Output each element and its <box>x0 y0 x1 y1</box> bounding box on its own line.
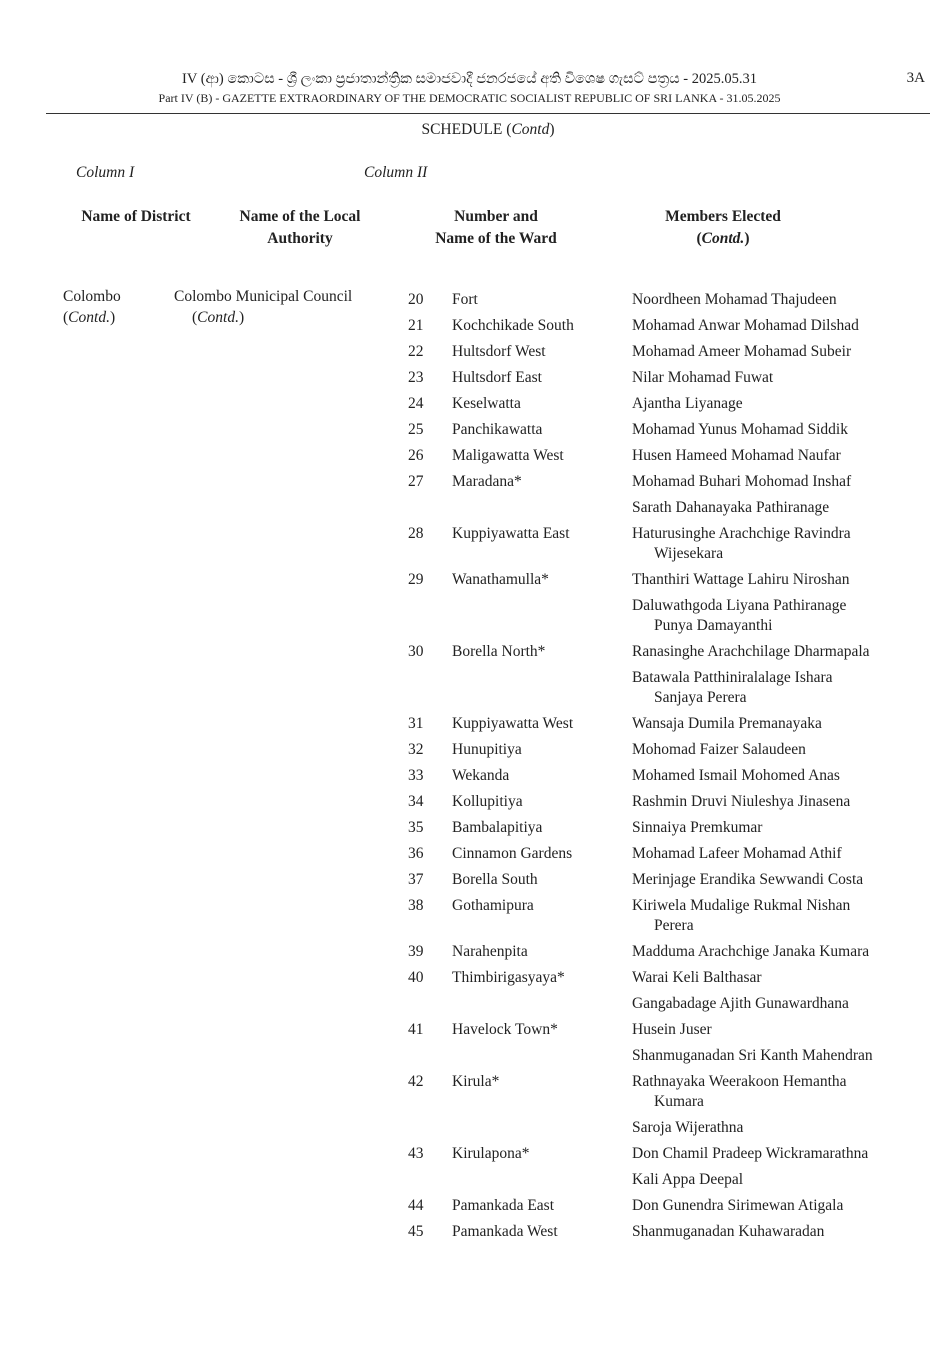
member-elected <box>632 419 932 445</box>
header-members-elected <box>637 206 809 250</box>
ward-row <box>0 641 939 713</box>
member-elected <box>632 1019 932 1045</box>
header-name-of-district: Name of District <box>81 208 191 225</box>
member-elected <box>632 367 932 393</box>
member-elected <box>632 1071 932 1117</box>
member-name: Rathnayaka Weerakoon Hemantha <box>632 1073 847 1090</box>
member-elected <box>632 1117 932 1143</box>
member-name: Daluwathgoda Liyana Pathiranage <box>632 597 847 614</box>
member-elected <box>632 667 932 713</box>
ward-name: Kuppiyawatta West <box>452 715 574 732</box>
district-contd: (Contd.) <box>63 309 116 326</box>
ward-row <box>0 569 939 641</box>
ward-row <box>0 1221 939 1247</box>
ward-row <box>0 1071 939 1143</box>
member-name: Kiriwela Mudalige Rukmal Nishan <box>632 897 851 914</box>
ward-name: Narahenpita <box>452 943 528 960</box>
member-elected <box>632 1169 932 1195</box>
member-name: Saroja Wijerathna <box>632 1119 744 1136</box>
member-name: Batawala Patthiniralalage Ishara <box>632 669 833 686</box>
member-name: Madduma Arachchige Janaka Kumara <box>632 943 870 960</box>
ward-name: Maligawatta West <box>452 447 564 464</box>
schedule-title-text: SCHEDULE <box>421 121 503 138</box>
ward-number: 35 <box>408 819 424 836</box>
ward-name: Kirula* <box>452 1073 500 1090</box>
ward-row <box>0 445 939 471</box>
ward-name: Havelock Town* <box>452 1021 558 1038</box>
ward-number: 27 <box>408 473 424 490</box>
member-name: Mohamad Buhari Mohomad Inshaf <box>632 473 852 490</box>
ward-name: Panchikawatta <box>452 421 543 438</box>
authority-contd-word: Contd. <box>197 309 239 326</box>
member-elected <box>632 497 932 523</box>
header-authority-line2: Authority <box>267 230 333 247</box>
member-elected <box>632 289 932 315</box>
header-ward-line2: Name of the Ward <box>435 230 557 247</box>
ward-row <box>0 895 939 941</box>
header-name-of-local-authority <box>218 206 382 250</box>
member-name: Haturusinghe Arachchige Ravindra <box>632 525 851 542</box>
member-name: Kali Appa Deepal <box>632 1171 744 1188</box>
header-ward-line1: Number and <box>454 208 538 225</box>
ward-name: Cinnamon Gardens <box>452 845 573 862</box>
ward-number: 21 <box>408 317 424 334</box>
member-elected <box>632 1143 932 1169</box>
ward-row <box>0 713 939 739</box>
member-elected <box>632 895 932 941</box>
member-name: Merinjage Erandika Sewwandi Costa <box>632 871 864 888</box>
member-name: Sinnaiya Premkumar <box>632 819 763 836</box>
column-i-label: Column I <box>76 164 135 181</box>
header-members-line1: Members Elected <box>665 208 781 225</box>
member-name: Husein Juser <box>632 1021 712 1038</box>
member-name: Noordheen Mohamad Thajudeen <box>632 291 837 308</box>
member-name: Mohamad Anwar Mohamad Dilshad <box>632 317 859 334</box>
ward-number: 23 <box>408 369 424 386</box>
member-name: Thanthiri Wattage Lahiru Niroshan <box>632 571 850 588</box>
header-authority-line1: Name of the Local <box>239 208 361 225</box>
ward-name: Kuppiyawatta East <box>452 525 570 542</box>
member-elected <box>632 641 932 667</box>
ward-number: 43 <box>408 1145 424 1162</box>
ward-row <box>0 739 939 765</box>
ward-number: 38 <box>408 897 424 914</box>
member-elected <box>632 569 932 595</box>
member-elected <box>632 341 932 367</box>
member-name: Ajantha Liyanage <box>632 395 743 412</box>
ward-row <box>0 869 939 895</box>
member-elected <box>632 713 932 739</box>
district-contd-word: Contd. <box>68 309 110 326</box>
ward-name: Kochchikade South <box>452 317 574 334</box>
member-name: Wansaja Dumila Premanayaka <box>632 715 822 732</box>
ward-number: 36 <box>408 845 424 862</box>
ward-name: Hultsdorf East <box>452 369 542 386</box>
member-elected <box>632 941 932 967</box>
member-name: Ranasinghe Arachchilage Dharmapala <box>632 643 870 660</box>
ward-row <box>0 791 939 817</box>
ward-number: 45 <box>408 1223 424 1240</box>
header-sinhala-line: IV (ආ) කොටස - ශ්‍රී ලංකා ප්‍රජාතාන්ත්‍රික සමාජවාදී ජනරජයේ අති විශෙෂ ගැසට් පත්‍රය - 2025.05.31 <box>182 71 757 87</box>
ward-name: Wekanda <box>452 767 510 784</box>
member-elected <box>632 869 932 895</box>
member-elected <box>632 843 932 869</box>
ward-number: 31 <box>408 715 424 732</box>
ward-row <box>0 1019 939 1071</box>
ward-name: Borella North* <box>452 643 546 660</box>
ward-number: 29 <box>408 571 424 588</box>
header-members-line2: (Contd.) <box>696 230 750 247</box>
ward-name: Wanathamulla* <box>452 571 549 588</box>
ward-row <box>0 1195 939 1221</box>
member-name: Mohamed Ismail Mohomed Anas <box>632 767 840 784</box>
schedule-contd: (Contd) <box>506 121 555 138</box>
member-elected <box>632 393 932 419</box>
ward-number: 20 <box>408 291 424 308</box>
ward-name: Pamankada East <box>452 1197 555 1214</box>
ward-row <box>0 315 939 341</box>
member-elected <box>632 993 932 1019</box>
ward-number: 28 <box>408 525 424 542</box>
ward-number: 42 <box>408 1073 424 1090</box>
member-name: Don Gunendra Sirimewan Atigala <box>632 1197 844 1214</box>
ward-name: Hunupitiya <box>452 741 522 758</box>
member-elected <box>632 445 932 471</box>
ward-row <box>0 941 939 967</box>
member-name: Mohamad Yunus Mohamad Siddik <box>632 421 848 438</box>
ward-number: 30 <box>408 643 424 660</box>
ward-name: Bambalapitiya <box>452 819 543 836</box>
ward-name: Fort <box>452 291 478 308</box>
ward-number: 33 <box>408 767 424 784</box>
ward-number: 34 <box>408 793 424 810</box>
member-elected <box>632 791 932 817</box>
ward-table <box>0 286 939 1247</box>
ward-row <box>0 967 939 1019</box>
schedule-title <box>0 121 939 139</box>
ward-row <box>0 1143 939 1195</box>
ward-number: 37 <box>408 871 424 888</box>
ward-number: 40 <box>408 969 424 986</box>
member-name-continued: Punya Damayanthi <box>654 617 773 634</box>
ward-name: Thimbirigasyaya* <box>452 969 565 986</box>
ward-number: 39 <box>408 943 424 960</box>
member-elected <box>632 471 932 497</box>
ward-row <box>0 419 939 445</box>
ward-number: 41 <box>408 1021 424 1038</box>
member-elected <box>632 523 932 569</box>
member-name-continued: Perera <box>654 917 694 934</box>
member-elected <box>632 1195 932 1221</box>
ward-row <box>0 765 939 791</box>
ward-row <box>0 367 939 393</box>
header-number-and-ward <box>411 206 581 250</box>
header-english-line: Part IV (B) - GAZETTE EXTRAORDINARY OF THE DEMOCRATIC SOCIALIST REPUBLIC OF SRI LANKA - 31.05.2025 <box>158 91 781 105</box>
page-number: 3A <box>906 70 925 86</box>
ward-row <box>0 471 939 523</box>
member-name: Mohamad Lafeer Mohamad Athif <box>632 845 842 862</box>
ward-row <box>0 286 939 315</box>
member-elected <box>632 1045 932 1071</box>
ward-name: Kirulapona* <box>452 1145 530 1162</box>
member-name: Mohomad Faizer Salaudeen <box>632 741 806 758</box>
member-elected <box>632 739 932 765</box>
member-elected <box>632 817 932 843</box>
ward-name: Borella South <box>452 871 538 888</box>
ward-name: Hultsdorf West <box>452 343 546 360</box>
ward-name: Keselwatta <box>452 395 521 412</box>
member-name: Don Chamil Pradeep Wickramarathna <box>632 1145 869 1162</box>
header-members-contd: Contd. <box>701 230 745 247</box>
member-name-continued: Wijesekara <box>654 545 724 562</box>
ward-row <box>0 843 939 869</box>
header-rule <box>46 113 930 114</box>
member-name-continued: Kumara <box>654 1093 704 1110</box>
ward-row <box>0 817 939 843</box>
member-name: Rashmin Druvi Niuleshya Jinasena <box>632 793 851 810</box>
member-name-continued: Sanjaya Perera <box>654 689 747 706</box>
authority-contd: (Contd.) <box>192 309 245 326</box>
ward-number: 44 <box>408 1197 424 1214</box>
member-name: Mohamad Ameer Mohamad Subeir <box>632 343 852 360</box>
column-ii-label: Column II <box>364 164 428 181</box>
member-elected <box>632 595 932 641</box>
ward-row <box>0 393 939 419</box>
ward-number: 26 <box>408 447 424 464</box>
member-name: Gangabadage Ajith Gunawardhana <box>632 995 849 1012</box>
member-name: Warai Keli Balthasar <box>632 969 762 986</box>
schedule-contd-word: Contd <box>511 121 550 138</box>
district-name: Colombo <box>63 288 121 305</box>
ward-name: Kollupitiya <box>452 793 523 810</box>
ward-name: Gothamipura <box>452 897 534 914</box>
member-name: Shanmuganadan Kuhawaradan <box>632 1223 825 1240</box>
ward-name: Pamankada West <box>452 1223 558 1240</box>
ward-number: 25 <box>408 421 424 438</box>
member-name: Nilar Mohamad Fuwat <box>632 369 774 386</box>
member-elected <box>632 967 932 993</box>
ward-number: 32 <box>408 741 424 758</box>
member-elected <box>632 315 932 341</box>
ward-name: Maradana* <box>452 473 522 490</box>
member-name: Sarath Dahanayaka Pathiranage <box>632 499 830 516</box>
ward-row <box>0 523 939 569</box>
authority-name: Colombo Municipal Council <box>174 288 353 305</box>
member-elected <box>632 765 932 791</box>
ward-number: 22 <box>408 343 424 360</box>
member-elected <box>632 1221 932 1247</box>
member-name: Shanmuganadan Sri Kanth Mahendran <box>632 1047 873 1064</box>
ward-number: 24 <box>408 395 424 412</box>
member-name: Husen Hameed Mohamad Naufar <box>632 447 841 464</box>
ward-row <box>0 341 939 367</box>
